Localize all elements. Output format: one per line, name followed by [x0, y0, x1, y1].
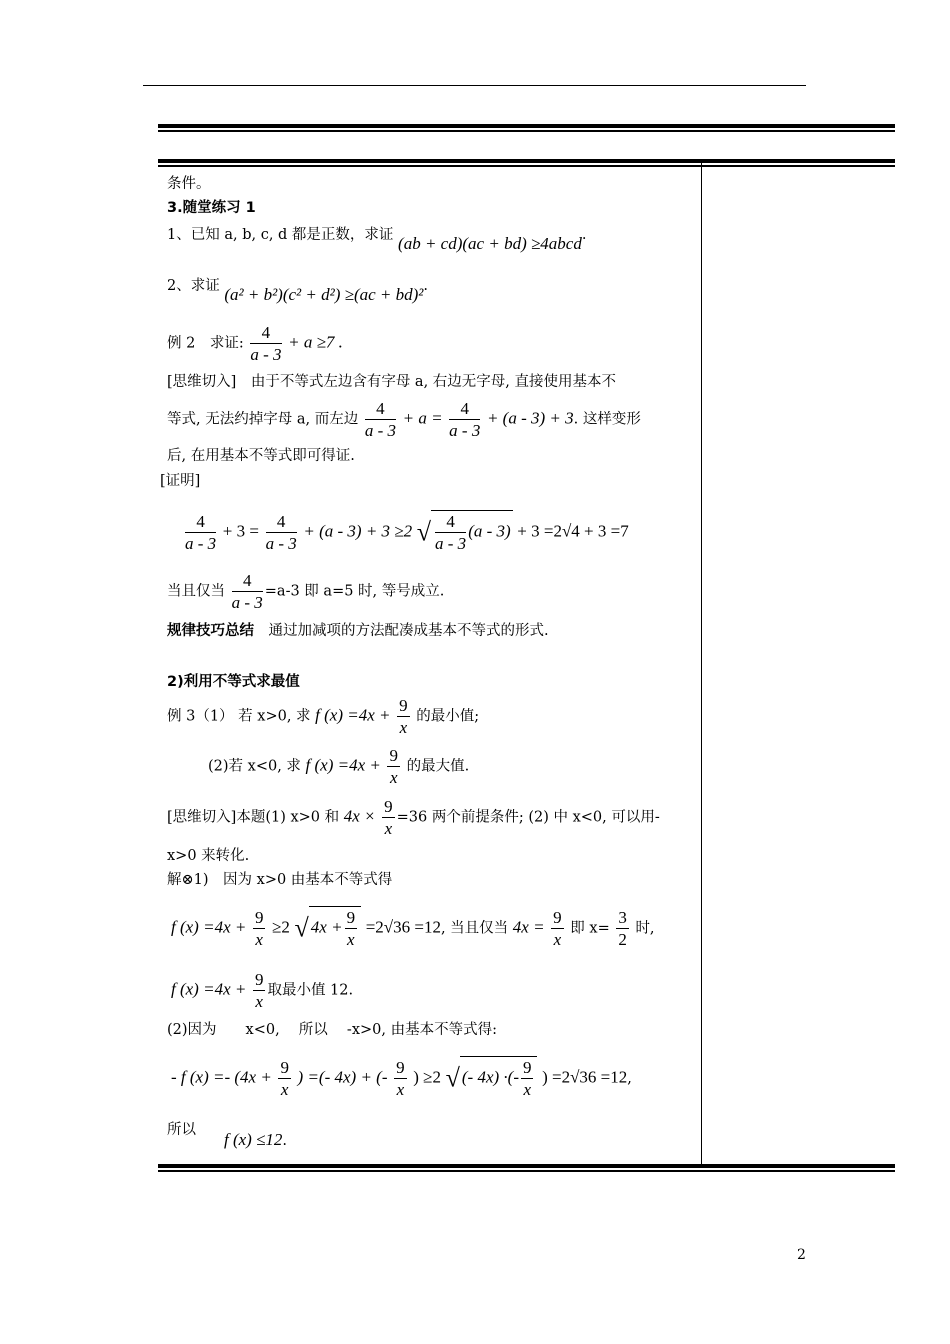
thinking-1-line-a: [思维切入] 由于不等式左边含有字母 a, 右边无字母, 直接使用基本不	[167, 374, 617, 390]
solution-conclusion: 所以	[167, 1122, 196, 1138]
solution-formula-1: f (x) =4x + $\frac{9}{x}$ ≥2 √ 4x + $\frac{9}{x}$ =2√36 =12, 当且仅当 4x = $\frac{9}{x}$ 即 x= $\frac{3}{2}$ 时,	[171, 908, 655, 949]
table-bottom-border	[158, 1164, 895, 1172]
example-3-part-1: 例 3（1） 若 x>0, 求 f (x) =4x + $\frac{9}{x}$ 的最小值;	[167, 696, 480, 737]
thinking-1-line-c: 后, 在用基本不等式即可得证.	[167, 448, 355, 464]
equality-condition: 当且仅当 $\frac{4}{a - 3}$ =a-3 即 a=5 时, 等号成立.	[167, 571, 445, 612]
section-heading-practice: 3.随堂练习 1	[167, 200, 256, 216]
solution-conclusion-formula: f (x) ≤12.	[224, 1130, 288, 1149]
exercise-2: 2、求证 (a² + b²)(c² + d²) ≥(ac + bd)².	[167, 278, 428, 304]
section-heading-extrema: 2)利用不等式求最值	[167, 674, 300, 690]
exercise-1-formula: (ab + cd)(ac + bd) ≥4abcd	[398, 234, 582, 253]
column-divider	[701, 160, 702, 1168]
thinking-2-line-a: [思维切入]本题(1) x>0 和 4x × $\frac{9}{x}$ =36 两个前提条件; (2) 中 x<0, 可以用-	[167, 797, 660, 838]
page-number: 2	[797, 1247, 806, 1263]
solution-part-2: (2)因为 x<0, 所以 -x>0, 由基本不等式得:	[167, 1022, 497, 1038]
solution-formula-2: - f (x) =- (4x + $\frac{9}{x}$ ) =(- 4x) + (- $\frac{9}{x}$ ) ≥2 √ (- 4x) ·(- $\frac{9}{x}$ ) =2√36 =12,	[171, 1058, 632, 1099]
thinking-2-line-b: x>0 来转化.	[167, 848, 250, 864]
fraction: $\frac{4}{a - 3}$	[250, 323, 282, 364]
table-top-border	[158, 124, 895, 132]
exercise-1: 1、已知 a, b, c, d 都是正数，求证 (ab + cd)(ac + bd) ≥4abcd.	[167, 227, 587, 253]
table-row-border	[158, 159, 895, 167]
example-3-part-2: (2)若 x<0, 求 f (x) =4x + $\frac{9}{x}$ 的最大值.	[208, 746, 470, 787]
example-2: 例 2 求证: $\frac{4}{a - 3}$ + a ≥7 .	[167, 323, 343, 364]
solution-intro: 解⊗1) 因为 x>0 由基本不等式得	[167, 872, 393, 888]
solution-min-value: f (x) =4x + $\frac{9}{x}$ 取最小值 12.	[171, 970, 354, 1011]
continued-text: 条件。	[167, 176, 211, 192]
header-rule	[143, 85, 806, 86]
proof-formula: $\frac{4}{a - 3}$ + 3 = $\frac{4}{a - 3}$ + (a - 3) + 3 ≥2 √ $\frac{4}{a - 3}$ (a - 3) + 3 =2√4 + 3 =7	[185, 512, 629, 553]
proof-label: [证明]	[160, 473, 201, 489]
exercise-2-formula: (a² + b²)(c² + d²) ≥(ac + bd)²	[224, 285, 424, 304]
thinking-1-line-b: 等式, 无法约掉字母 a, 而左边 $\frac{4}{a - 3}$ + a = $\frac{4}{a - 3}$ + (a - 3) + 3. 这样变形	[167, 399, 641, 440]
rule-summary: 规律技巧总结 通过加减项的方法配凑成基本不等式的形式.	[167, 623, 549, 639]
rule-label: 规律技巧总结	[167, 623, 254, 639]
